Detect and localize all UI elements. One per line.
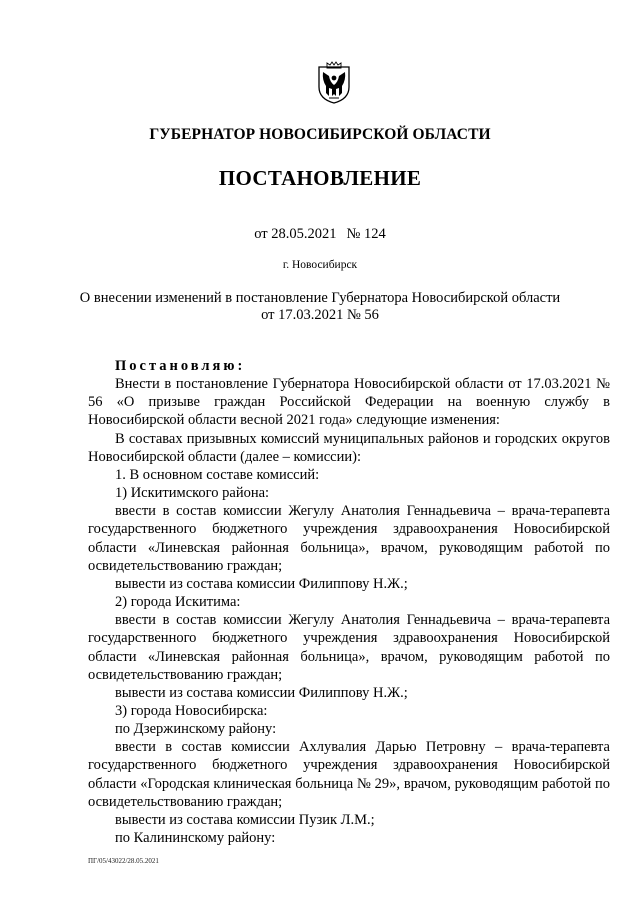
- body-paragraph: В составах призывных комиссий муниципальных районов и городских округов Новосибирской области (далее – комиссии):: [88, 430, 610, 465]
- date-number-line: [0, 226, 640, 243]
- body-paragraph: 2) города Искитима:: [115, 594, 241, 611]
- title-line-1: О внесении изменений в постановление Губернатора Новосибирской области: [79, 290, 561, 306]
- issuing-city: г. Новосибирск: [282, 259, 358, 271]
- decree-lead-word: Постановляю: [115, 358, 238, 374]
- coat-of-arms-icon: [317, 60, 351, 104]
- body-paragraph: Внести в постановление Губернатора Новосибирской области от 17.03.2021 № 56 «О призыве граждан Российской Федерации на военную службу в Новосибирской области весной 2021 года» следующие изменения:: [88, 376, 610, 429]
- body-paragraph: по Калининскому району:: [115, 830, 276, 847]
- document-date: от 28.05.2021: [254, 226, 337, 242]
- body-paragraph: вывести из состава комиссии Филиппову Н.Ж.;: [115, 575, 408, 592]
- body-paragraph: ввести в состав комиссии Жегулу Анатолия Геннадьевича – врача-терапевта государственного бюджетного учреждения здравоохранения Новосибирской области «Линевская районная больница», врачом, руководящим работой по освидетельствованию граждан;: [88, 612, 610, 683]
- body-paragraph: по Дзержинскому району:: [115, 721, 277, 738]
- document-body: [88, 357, 610, 847]
- body-paragraph: вывести из состава комиссии Пузик Л.М.;: [115, 811, 375, 828]
- issuing-authority: ГУБЕРНАТОР НОВОСИБИРСКОЙ ОБЛАСТИ: [149, 126, 491, 143]
- document-type: ПОСТАНОВЛЕНИЕ: [218, 166, 422, 190]
- decree-lead: Постановляю:: [115, 358, 243, 374]
- body-paragraph: 1. В основном составе комиссий:: [115, 466, 320, 483]
- body-paragraph: ввести в состав комиссии Ахлувалия Дарью Петровну – врача-терапевта государственного бюджетного учреждения здравоохранения Новосибирской области «Городская клиническая больница № 29», врачом, руководящим работой по освидетельствованию граждан;: [88, 739, 610, 810]
- title-line-2: от 17.03.2021 № 56: [261, 307, 379, 323]
- body-paragraph: 3) города Новосибирска:: [115, 702, 268, 719]
- document-title: [60, 290, 580, 324]
- body-paragraph: 1) Искитимского района:: [115, 485, 270, 502]
- body-paragraph: ввести в состав комиссии Жегулу Анатолия Геннадьевича – врача-терапевта государственного бюджетного учреждения здравоохранения Новосибирской области «Линевская районная больница», врачом, руководящим работой по освидетельствованию граждан;: [88, 503, 610, 574]
- body-paragraph: вывести из состава комиссии Филиппову Н.Ж.;: [115, 684, 408, 701]
- document-number: № 124: [346, 226, 386, 242]
- document-registration-code: ПГ/05/43022/28.05.2021: [88, 857, 159, 865]
